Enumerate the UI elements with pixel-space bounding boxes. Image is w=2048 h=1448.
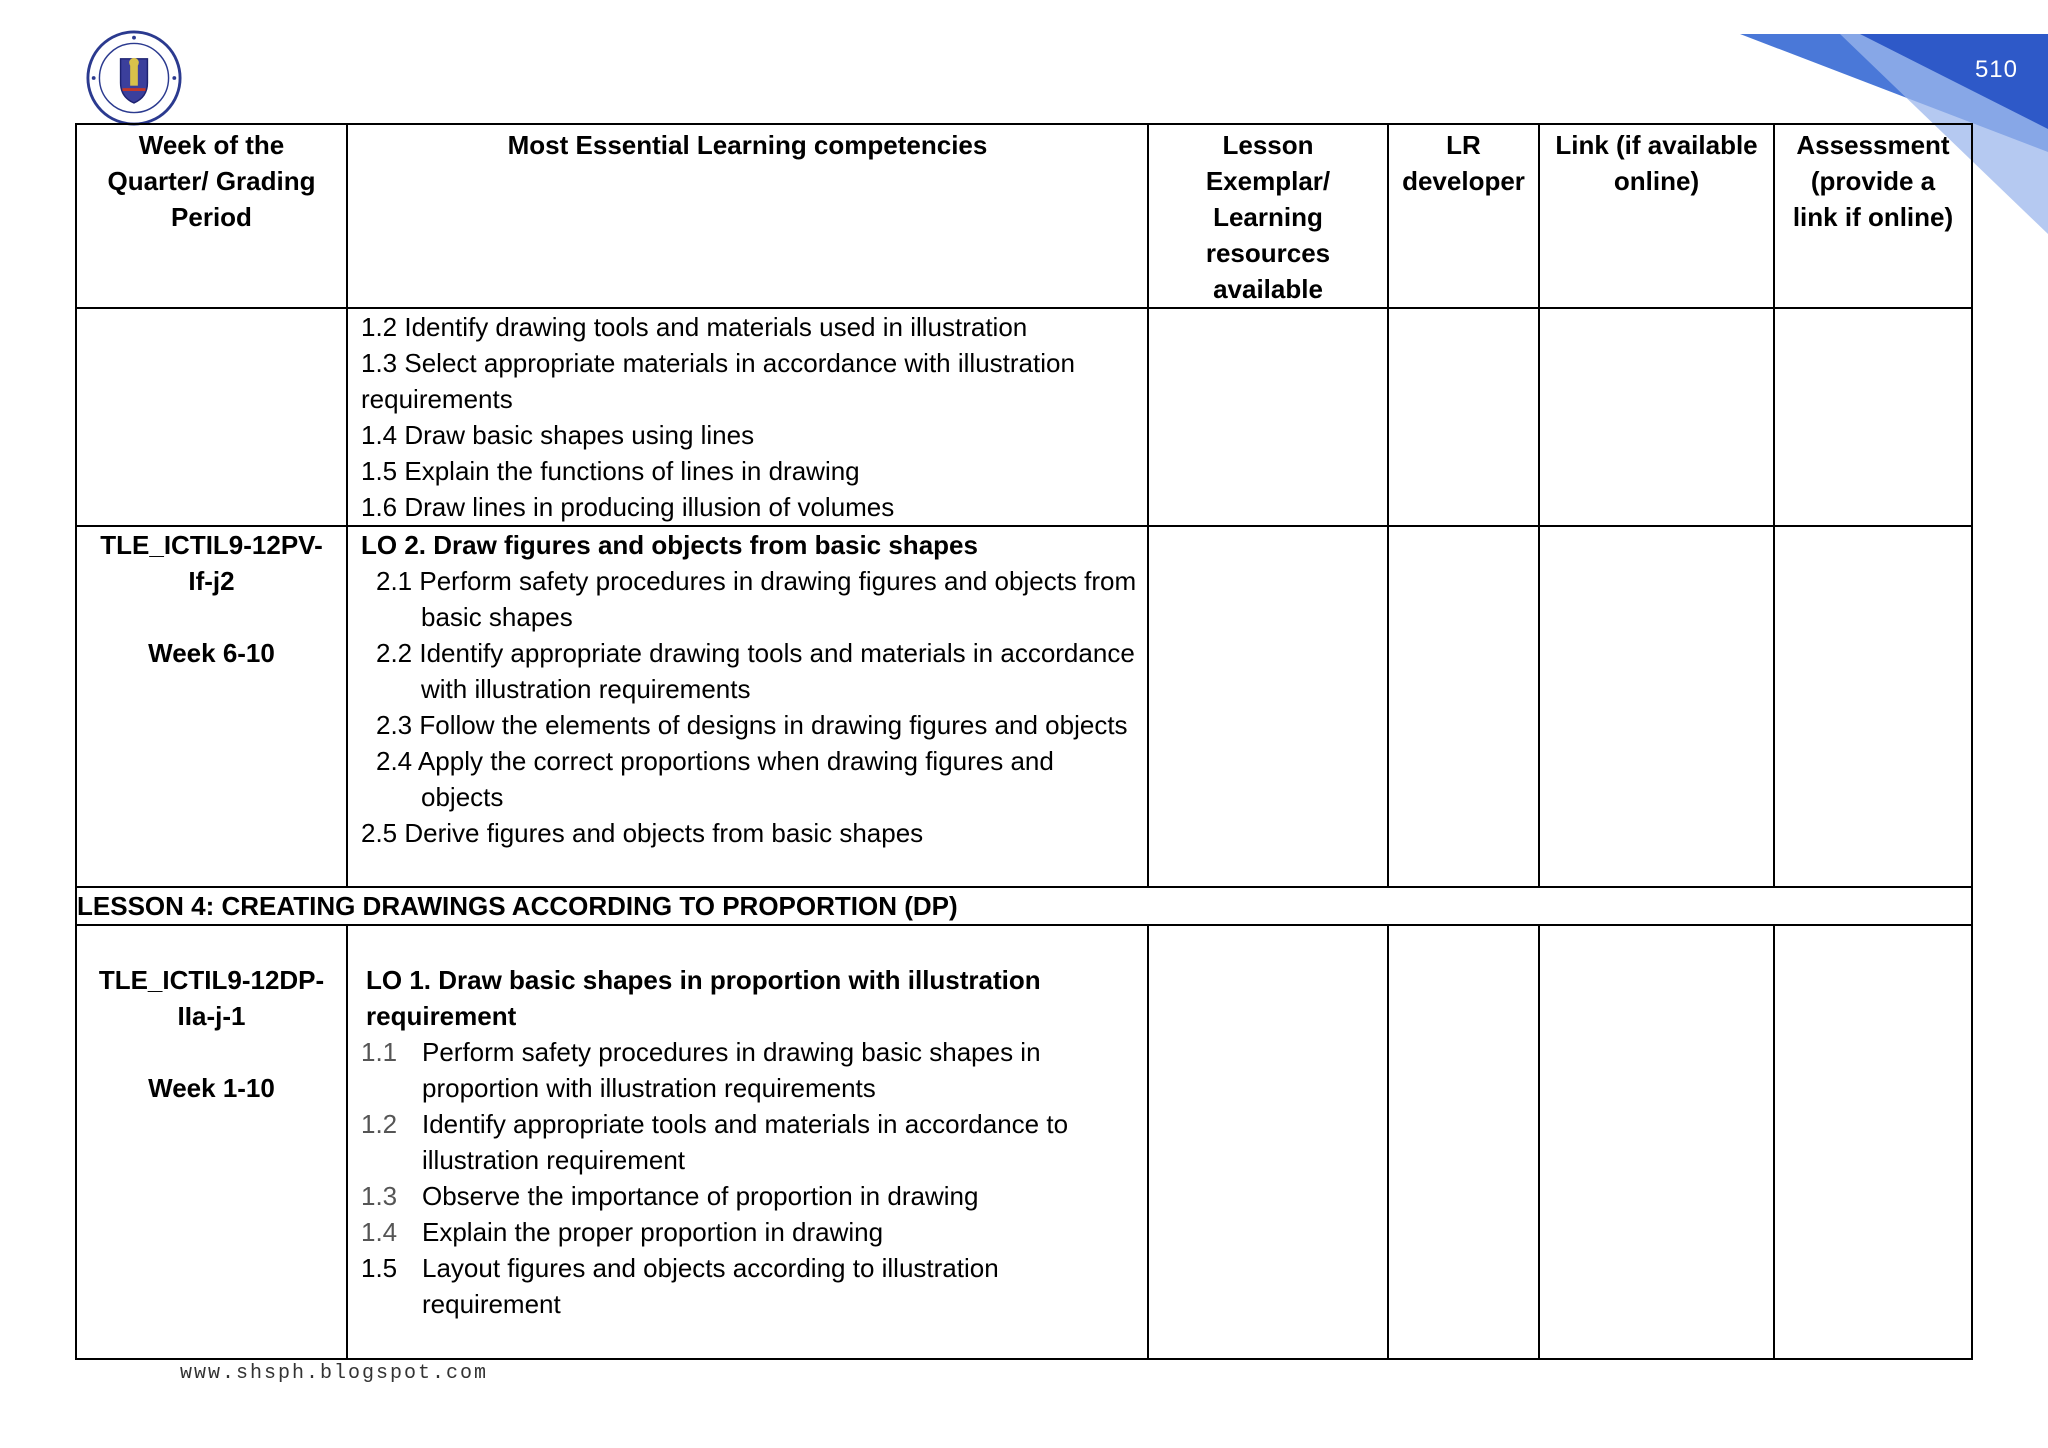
learning-outcome: requirement [366, 1001, 517, 1031]
competency-item [361, 1214, 1137, 1250]
item-text: Layout figures and objects according to illustration requirement [422, 1253, 999, 1319]
empty-cell [1774, 308, 1972, 526]
header-link: Link (if available online) [1539, 124, 1774, 308]
header-week: Week of the Quarter/ Grading Period [76, 124, 347, 308]
item-number: 1.5 [361, 1253, 398, 1283]
competency-item [361, 1250, 1137, 1322]
code-text: IIa-j-1 [177, 1001, 246, 1031]
empty-cell [1148, 308, 1388, 526]
competency-item [361, 1034, 1137, 1106]
empty-cell [1539, 308, 1774, 526]
competency-cell [347, 526, 1148, 887]
competency-item: 1.4 Draw basic shapes using lines [361, 420, 755, 450]
competency-item: requirements [361, 384, 513, 414]
table-row [76, 308, 1972, 526]
competency-item: 2.4 Apply the correct proportions when drawing figures and objects [376, 746, 1054, 812]
empty-cell [1539, 925, 1774, 1359]
empty-cell [1539, 526, 1774, 887]
empty-cell [1774, 925, 1972, 1359]
competency-item: 1.2 Identify drawing tools and materials used in illustration [361, 312, 1028, 342]
week-text: Week 1-10 [148, 1073, 275, 1103]
code-text: If-j2 [188, 566, 235, 596]
week-text: Week 6-10 [148, 638, 275, 668]
competency-item: 1.5 Explain the functions of lines in drawing [361, 456, 860, 486]
competency-item: 1.3 Select appropriate materials in accordance with illustration [361, 348, 1075, 378]
header-competencies: Most Essential Learning competencies [347, 124, 1148, 308]
code-text: TLE_ICTIL9-12PV- [100, 530, 323, 560]
lesson-title: LESSON 4: CREATING DRAWINGS ACCORDING TO PROPORTION (DP) [76, 887, 1972, 925]
header-lr-developer: LR developer [1388, 124, 1539, 308]
competency-item: 1.6 Draw lines in producing illusion of volumes [361, 492, 895, 522]
table-header-row [76, 124, 1972, 308]
competency-item: 2.3 Follow the elements of designs in drawing figures and objects [376, 710, 1128, 740]
item-number: 1.1 [361, 1037, 398, 1067]
item-text: Perform safety procedures in drawing basic shapes in proportion with illustration requirements [422, 1037, 1041, 1103]
item-number: 1.2 [361, 1109, 398, 1139]
week-cell [76, 308, 347, 526]
item-text: Identify appropriate tools and materials in accordance to illustration requirement [422, 1109, 1069, 1175]
empty-cell [1774, 526, 1972, 887]
competency-item: 2.1 Perform safety procedures in drawing figures and objects from basic shapes [376, 566, 1137, 632]
learning-outcome: LO 2. Draw figures and objects from basic shapes [361, 530, 978, 560]
empty-cell [1388, 308, 1539, 526]
competency-cell [347, 308, 1148, 526]
learning-outcome: LO 1. Draw basic shapes in proportion with illustration [366, 965, 1041, 995]
competency-item [361, 1178, 1137, 1214]
item-text: Explain the proper proportion in drawing [422, 1217, 884, 1247]
week-cell [76, 925, 347, 1359]
item-number: 1.3 [361, 1181, 398, 1211]
footer-website: www.shsph.blogspot.com [180, 1362, 489, 1385]
item-number: 1.4 [361, 1217, 398, 1247]
empty-cell [1388, 526, 1539, 887]
page-number: 510 [1974, 56, 2018, 83]
code-text: TLE_ICTIL9-12DP- [98, 965, 325, 995]
deped-seal-logo [86, 30, 182, 126]
week-cell [76, 526, 347, 887]
empty-cell [1148, 925, 1388, 1359]
table-row [76, 925, 1972, 1359]
competency-item: 2.2 Identify appropriate drawing tools and materials in accordance with illustration requirements [376, 638, 1135, 704]
competency-item: 2.5 Derive figures and objects from basic shapes [361, 818, 924, 848]
curriculum-guide-table [75, 123, 1973, 1360]
competency-cell [347, 925, 1148, 1359]
empty-cell [1148, 526, 1388, 887]
header-assessment: Assessment (provide a link if online) [1774, 124, 1972, 308]
header-lesson-exemplar: Lesson Exemplar/ Learning resources available [1148, 124, 1388, 308]
table-row [76, 526, 1972, 887]
lesson-title-row [76, 887, 1972, 925]
empty-cell [1388, 925, 1539, 1359]
item-text: Observe the importance of proportion in drawing [422, 1181, 979, 1211]
competency-item [361, 1106, 1137, 1178]
